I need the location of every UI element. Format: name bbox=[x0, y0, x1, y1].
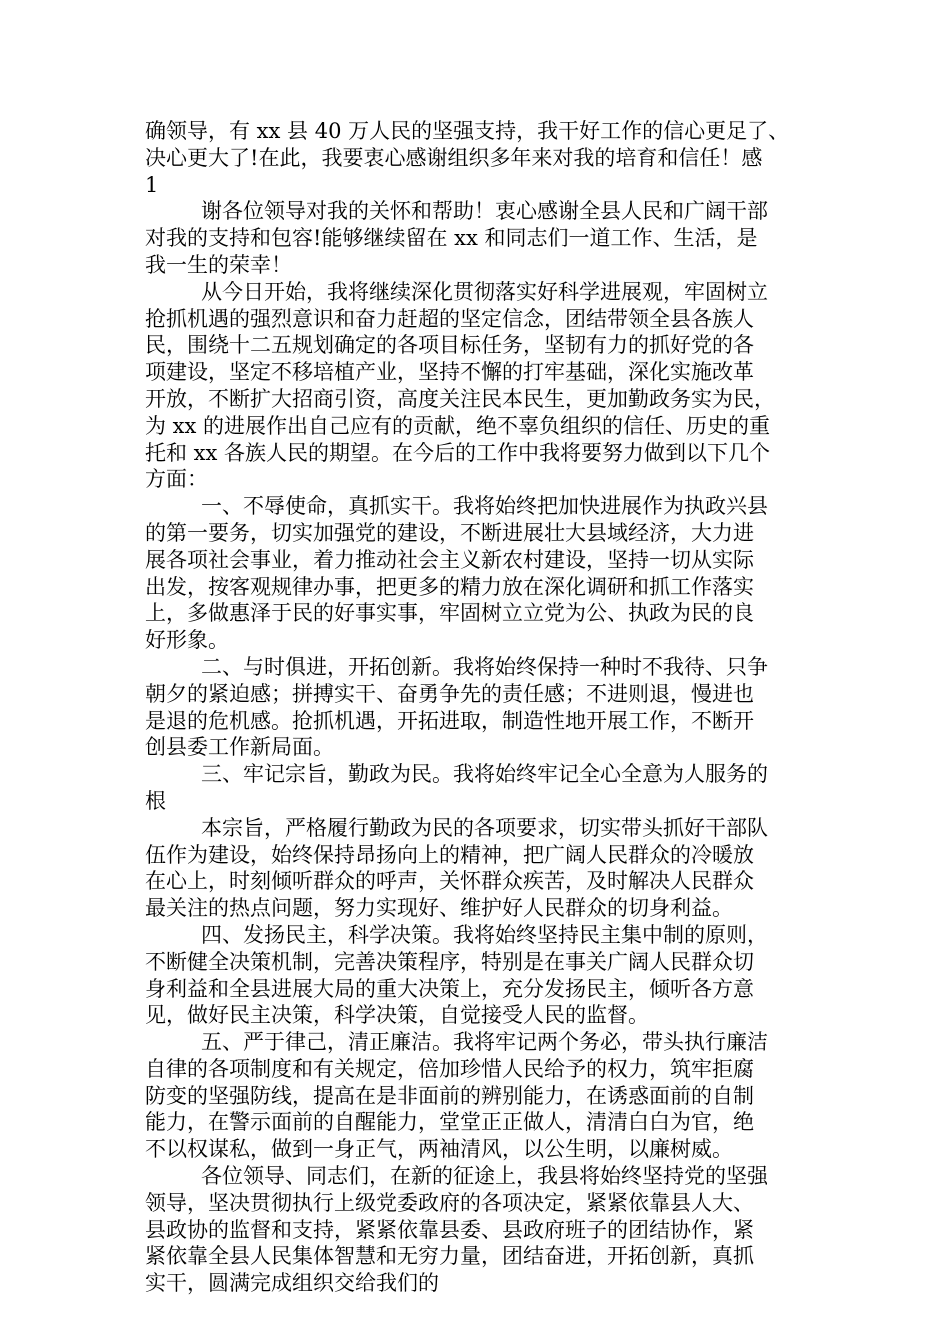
body-paragraph bbox=[145, 922, 813, 1029]
text-line: 决心更大了!在此，我要衷心感谢组织多年来对我的培育和信任！感 bbox=[145, 145, 763, 170]
text-line: 三、牢记宗旨，勤政为民。我将始终牢记全心全意为人服务的 bbox=[201, 762, 768, 787]
text-line: 自律的各项制度和有关规定，倍加珍惜人民给予的权力，筑牢拒腐 bbox=[145, 1056, 754, 1081]
body-paragraph bbox=[145, 118, 813, 198]
text-line: 五、严于律己，清正廉洁。我将牢记两个务必，带头执行廉洁 bbox=[201, 1030, 768, 1055]
body-paragraph bbox=[145, 1163, 813, 1297]
text-line: 抢抓机遇的强烈意识和奋力赶超的坚定信念，团结带领全县各族人 bbox=[145, 306, 754, 331]
text-line: 不断健全决策机制，完善决策程序，特别是在事关广阔人民群众切 bbox=[145, 949, 754, 974]
text-line: 各位领导、同志们，在新的征途上，我县将始终坚持党的坚强 bbox=[201, 1164, 768, 1189]
text-line: 创县委工作新局面。 bbox=[145, 735, 334, 760]
text-line: 托和 xx 各族人民的期望。在今后的工作中我将要努力做到以下几个 bbox=[145, 440, 771, 465]
text-line: 为 xx 的进展作出自己应有的贡献，绝不辜负组织的信任、历史的重 bbox=[145, 413, 771, 438]
text-line: 上，多做惠泽于民的好事实事，牢固树立立党为公、执政为民的良 bbox=[145, 601, 754, 626]
text-line: 民，围绕十二五规划确定的各项目标任务，坚韧有力的抓好党的各 bbox=[145, 333, 754, 358]
document-page bbox=[145, 118, 813, 1297]
text-line: 确领导，有 xx 县 40 万人民的坚强支持，我干好工作的信心更足了、 bbox=[145, 119, 790, 143]
text-line: 从今日开始，我将继续深化贯彻落实好科学进展观，牢固树立 bbox=[201, 279, 768, 304]
text-line: 根 bbox=[145, 788, 166, 813]
text-line: 四、发扬民主，科学决策。我将始终坚持民主集中制的原则， bbox=[201, 922, 768, 947]
text-line: 项建设，坚定不移培植产业，坚持不懈的打牢基础，深化实施改革 bbox=[145, 360, 754, 385]
text-line: 是退的危机感。抢抓机遇，开拓进取，制造性地开展工作，不断开 bbox=[145, 708, 754, 733]
text-line: 防变的坚强防线，提高在是非面前的辨别能力，在诱惑面前的自制 bbox=[145, 1083, 754, 1108]
text-line: 不以权谋私，做到一身正气，两袖清风，以公生明，以廉树威。 bbox=[145, 1137, 733, 1162]
text-line: 1 bbox=[145, 172, 159, 197]
body-paragraph bbox=[145, 279, 813, 493]
text-line: 一、不辱使命，真抓实干。我将始终把加快进展作为执政兴县 bbox=[201, 494, 768, 519]
text-line: 展各项社会事业，着力推动社会主义新农村建设，坚持一切从实际 bbox=[145, 547, 754, 572]
text-line: 出发，按客观规律办事，把更多的精力放在深化调研和抓工作落实 bbox=[145, 574, 754, 599]
text-line: 开放，不断扩大招商引资，高度关注民本民生，更加勤政务实为民， bbox=[145, 386, 775, 411]
text-line: 在心上，时刻倾听群众的呼声，关怀群众疾苦，及时解决人民群众 bbox=[145, 869, 754, 894]
text-line: 身利益和全县进展大局的重大决策上，充分发扬民主，倾听各方意 bbox=[145, 976, 754, 1001]
body-paragraph bbox=[145, 654, 813, 761]
text-line: 实干，圆满完成组织交给我们的 bbox=[145, 1271, 439, 1296]
text-line: 我一生的荣幸！ bbox=[145, 252, 292, 277]
text-line: 本宗旨，严格履行勤政为民的各项要求，切实带头抓好干部队 bbox=[201, 815, 768, 840]
text-line: 好形象。 bbox=[145, 628, 229, 653]
body-paragraph bbox=[145, 1029, 813, 1163]
text-line: 方面： bbox=[145, 467, 208, 492]
text-line: 县政协的监督和支持，紧紧依靠县委、县政府班子的团结协作，紧 bbox=[145, 1217, 754, 1242]
text-line: 二、与时俱进，开拓创新。我将始终保持一种时不我待、只争 bbox=[201, 654, 768, 679]
body-paragraph bbox=[145, 815, 813, 922]
text-line: 紧依靠全县人民集体智慧和无穷力量，团结奋进，开拓创新，真抓 bbox=[145, 1244, 754, 1269]
text-line: 的第一要务，切实加强党的建设，不断进展壮大县域经济，大力进 bbox=[145, 520, 754, 545]
text-line: 伍作为建设，始终保持昂扬向上的精神，把广阔人民群众的冷暖放 bbox=[145, 842, 754, 867]
text-line: 谢各位领导对我的关怀和帮助！衷心感谢全县人民和广阔干部 bbox=[201, 199, 768, 224]
body-paragraph bbox=[145, 761, 813, 815]
body-paragraph bbox=[145, 493, 813, 654]
text-line: 对我的支持和包容!能够继续留在 xx 和同志们一道工作、生活，是 bbox=[145, 226, 758, 251]
text-line: 见，做好民主决策，科学决策，自觉接受人民的监督。 bbox=[145, 1003, 649, 1028]
text-line: 能力，在警示面前的自醒能力，堂堂正正做人，清清白白为官，绝 bbox=[145, 1110, 754, 1135]
text-line: 最关注的热点问题，努力实现好、维护好人民群众的切身利益。 bbox=[145, 896, 733, 921]
text-line: 朝夕的紧迫感；拼搏实干、奋勇争先的责任感；不进则退，慢进也 bbox=[145, 681, 754, 706]
body-paragraph bbox=[145, 198, 813, 278]
text-line: 领导，坚决贯彻执行上级党委政府的各项决定，紧紧依靠县人大、 bbox=[145, 1190, 754, 1215]
